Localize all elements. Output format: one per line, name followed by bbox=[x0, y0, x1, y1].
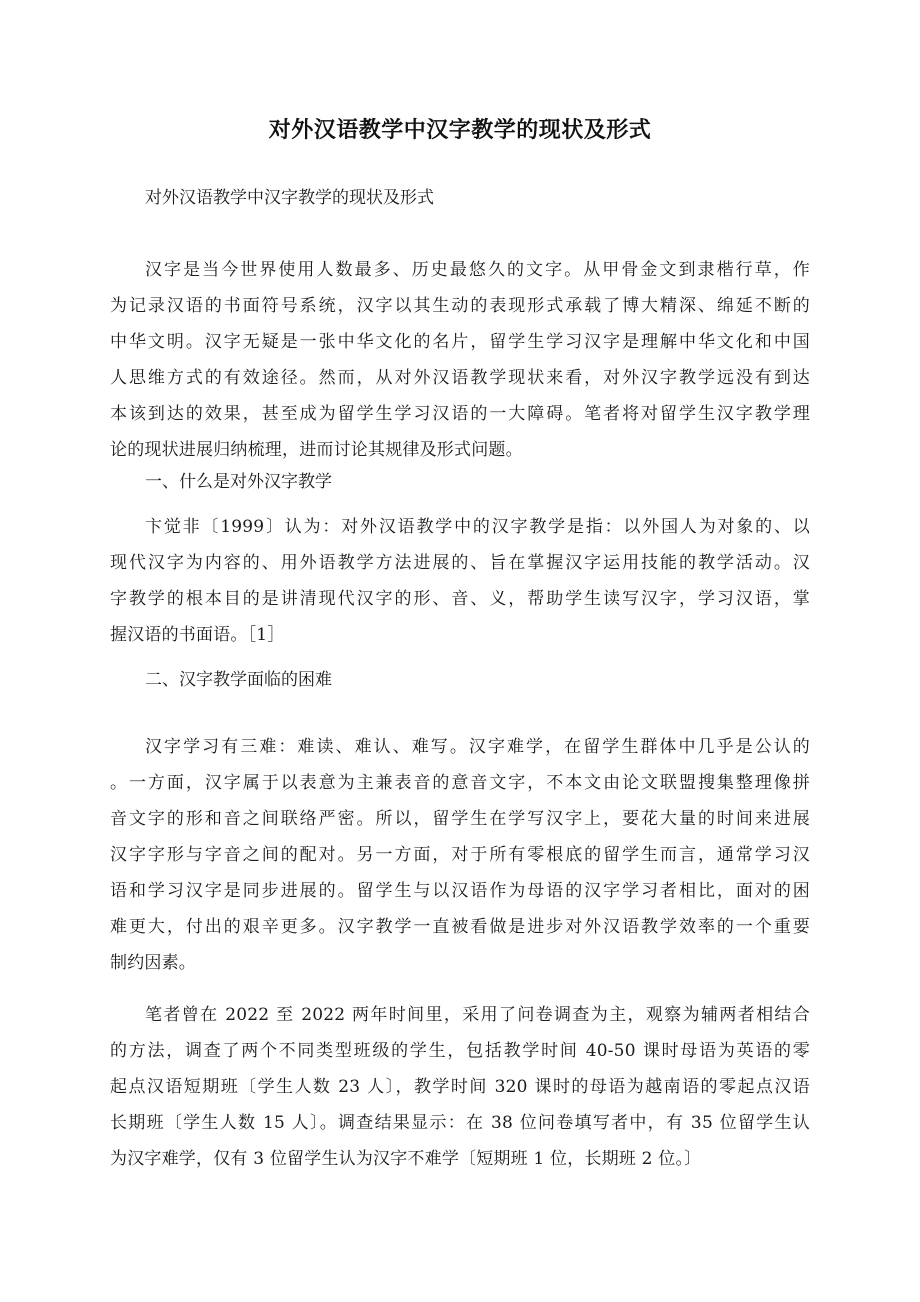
paragraph-line: 现代汉字为内容的、用外语教学方法进展的、旨在掌握汉字运用技能的教学活动。汉 bbox=[110, 553, 810, 573]
paragraph-line: 汉字是当今世界使用人数最多、历史最悠久的文字。从甲骨金文到隶楷行草，作 bbox=[145, 260, 810, 280]
paragraph-line: 卞觉非〔1999〕认为：对外汉语教学中的汉字教学是指：以外国人为对象的、以 bbox=[145, 517, 810, 537]
document-subtitle-block bbox=[110, 180, 810, 216]
paragraph-line: 起点汉语短期班〔学生人数 23 人〕，教学时间 320 课时的母语为越南语的零起点汉语 bbox=[110, 1077, 810, 1097]
section-heading-2: 二、汉字教学面临的困难 bbox=[145, 670, 332, 690]
document-subtitle: 对外汉语教学中汉字教学的现状及形式 bbox=[145, 188, 434, 208]
paragraph-line: 为记录汉语的书面符号系统，汉字以其生动的表现形式承载了博大精深、绵延不断的 bbox=[110, 296, 810, 316]
paragraph-line: 汉字字形与字音之间的配对。另一方面，对于所有零根底的留学生而言，通常学习汉 bbox=[110, 845, 810, 865]
paragraph-definition bbox=[110, 509, 810, 653]
paragraph-line: 笔者曾在 2022 至 2022 两年时间里，采用了问卷调查为主，观察为辅两者相结合 bbox=[145, 1005, 810, 1025]
paragraph-line: 论的现状进展归纳梳理，进而讨论其规律及形式问题。 bbox=[110, 440, 523, 460]
paragraph-line: 中华文明。汉字无疑是一张中华文化的名片，留学生学习汉字是理解中华文化和中国 bbox=[110, 332, 810, 352]
paragraph-difficulties bbox=[110, 729, 810, 981]
paragraph-line: 握汉语的书面语。［1］ bbox=[110, 625, 285, 645]
section-heading-1: 一、什么是对外汉字教学 bbox=[145, 472, 332, 492]
document-title: 对外汉语教学中汉字教学的现状及形式 bbox=[268, 118, 652, 143]
paragraph-line: 制约因素。 bbox=[110, 953, 196, 973]
paragraph-line: 为汉字难学，仅有 3 位留学生认为汉字不难学〔短期班 1 位，长期班 2 位。〕 bbox=[110, 1149, 702, 1169]
paragraph-line: 人思维方式的有效途径。然而，从对外汉语教学现状来看，对外汉字教学远没有到达 bbox=[110, 368, 810, 388]
paragraph-line: 汉字学习有三难：难读、难认、难写。汉字难学，在留学生群体中几乎是公认的 bbox=[145, 737, 810, 757]
paragraph-line: 语和学习汉字是同步进展的。留学生与以汉语作为母语的汉字学习者相比，面对的困 bbox=[110, 881, 810, 901]
paragraph-line: 字教学的根本目的是讲清现代汉字的形、音、义，帮助学生读写汉字，学习汉语，掌 bbox=[110, 589, 810, 609]
paragraph-survey bbox=[110, 997, 810, 1177]
paragraph-intro bbox=[110, 252, 810, 468]
section-heading-1-block bbox=[110, 464, 810, 500]
paragraph-line: 长期班〔学生人数 15 人〕。调查结果显示：在 38 位问卷填写者中，有 35 位留学生认 bbox=[110, 1113, 810, 1133]
section-heading-2-block bbox=[110, 662, 810, 698]
paragraph-line: 难更大，付出的艰辛更多。汉字教学一直被看做是进步对外汉语教学效率的一个重要 bbox=[110, 917, 810, 937]
paragraph-line: 本该到达的效果，甚至成为留学生学习汉语的一大障碍。笔者将对留学生汉字教学理 bbox=[110, 404, 810, 424]
paragraph-line: 。一方面，汉字属于以表意为主兼表音的意音文字，不本文由论文联盟搜集整理像拼 bbox=[110, 773, 810, 793]
paragraph-line: 音文字的形和音之间联络严密。所以，留学生在学写汉字上，要花大量的时间来进展 bbox=[110, 809, 810, 829]
paragraph-line: 的方法，调查了两个不同类型班级的学生，包括教学时间 40-50 课时母语为英语的零 bbox=[110, 1041, 810, 1061]
